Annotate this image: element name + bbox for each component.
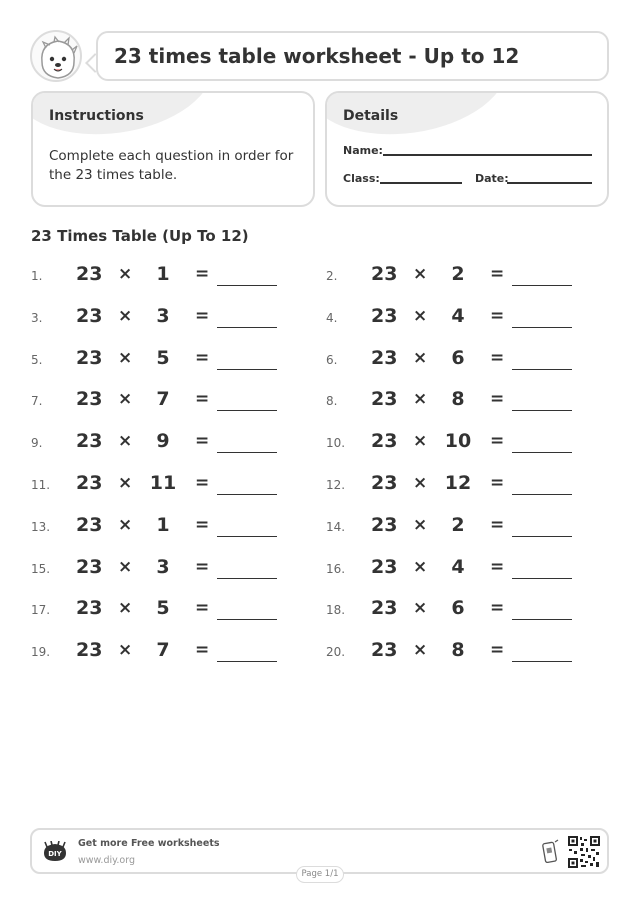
times-sign: ×	[118, 305, 133, 326]
question-number: 6.	[326, 352, 338, 367]
equals-sign: =	[195, 389, 210, 410]
multiplier: 10	[444, 430, 472, 453]
equals-sign: =	[195, 305, 210, 326]
multiplier: 12	[444, 472, 472, 494]
times-sign: ×	[118, 347, 133, 368]
mascot-icon	[30, 30, 82, 82]
answer-blank[interactable]	[512, 452, 572, 453]
times-sign: ×	[118, 640, 133, 661]
question-item	[31, 512, 291, 542]
answer-blank[interactable]	[512, 369, 572, 370]
multiplier: 1	[156, 513, 170, 536]
multiplicand: 23	[371, 263, 398, 285]
details-card	[325, 91, 609, 207]
equals-sign: =	[490, 431, 505, 452]
times-sign: ×	[413, 514, 428, 535]
times-sign: ×	[413, 640, 428, 661]
date-field[interactable]	[507, 182, 592, 184]
multiplier: 5	[156, 597, 170, 620]
question-item	[31, 637, 291, 667]
times-sign: ×	[118, 264, 133, 284]
class-field[interactable]	[380, 182, 462, 184]
times-sign: ×	[413, 347, 428, 368]
equals-sign: =	[490, 514, 505, 535]
answer-blank[interactable]	[217, 619, 277, 620]
question-number: 1.	[31, 269, 43, 283]
date-label: Date:	[475, 172, 509, 185]
diy-logo-icon[interactable]	[42, 841, 68, 863]
question-item	[326, 303, 586, 333]
title-bubble	[96, 31, 609, 81]
equals-sign: =	[490, 473, 505, 493]
answer-blank[interactable]	[217, 536, 277, 537]
equals-sign: =	[490, 640, 505, 661]
multiplicand: 23	[76, 472, 103, 494]
question-item	[326, 595, 586, 625]
times-sign: ×	[118, 556, 133, 577]
question-number: 13.	[31, 519, 51, 534]
multiplicand: 23	[76, 346, 103, 369]
class-label: Class:	[343, 172, 380, 185]
question-item	[326, 428, 586, 458]
multiplier: 6	[451, 597, 465, 620]
footer-promo: Get more Free worksheets	[78, 838, 220, 849]
diy-logo-text: DIY	[48, 850, 62, 858]
answer-blank[interactable]	[512, 327, 572, 328]
multiplicand: 23	[371, 639, 398, 662]
times-sign: ×	[413, 264, 428, 284]
answer-blank[interactable]	[217, 452, 277, 453]
answer-blank[interactable]	[217, 369, 277, 370]
question-number: 16.	[326, 561, 346, 576]
question-number: 3.	[31, 310, 43, 325]
equals-sign: =	[490, 305, 505, 326]
question-item	[31, 345, 291, 375]
multiplicand: 23	[371, 430, 398, 453]
equals-sign: =	[490, 264, 505, 284]
equals-sign: =	[195, 473, 210, 493]
times-sign: ×	[413, 598, 428, 619]
multiplicand: 23	[76, 430, 103, 453]
equals-sign: =	[490, 389, 505, 410]
multiplier: 11	[149, 472, 177, 494]
answer-blank[interactable]	[217, 578, 277, 579]
multiplier: 9	[156, 430, 170, 453]
details-heading: Details	[343, 108, 399, 124]
question-number: 8.	[326, 394, 338, 409]
answer-blank[interactable]	[217, 661, 277, 662]
multiplicand: 23	[76, 513, 103, 536]
multiplicand: 23	[76, 555, 103, 578]
multiplicand: 23	[76, 263, 103, 285]
multiplicand: 23	[76, 639, 103, 662]
question-item	[31, 595, 291, 625]
question-item	[326, 554, 586, 584]
answer-blank[interactable]	[512, 619, 572, 620]
question-item	[31, 261, 291, 291]
multiplier: 3	[156, 555, 170, 578]
times-sign: ×	[413, 473, 428, 493]
question-item	[326, 386, 586, 416]
question-number: 11.	[31, 478, 51, 492]
answer-blank[interactable]	[512, 536, 572, 537]
question-item	[31, 470, 291, 500]
answer-blank[interactable]	[512, 578, 572, 579]
question-number: 4.	[326, 310, 338, 325]
equals-sign: =	[490, 598, 505, 619]
answer-blank[interactable]	[217, 494, 277, 495]
equals-sign: =	[195, 514, 210, 535]
multiplier: 2	[451, 263, 465, 285]
multiplicand: 23	[371, 388, 398, 411]
question-number: 17.	[31, 603, 51, 618]
multiplicand: 23	[371, 513, 398, 536]
multiplier: 1	[156, 263, 170, 285]
qr-code-icon[interactable]	[568, 836, 600, 868]
multiplicand: 23	[371, 346, 398, 369]
equals-sign: =	[195, 431, 210, 452]
times-sign: ×	[413, 305, 428, 326]
answer-blank[interactable]	[512, 285, 572, 286]
footer-url[interactable]: www.diy.org	[78, 855, 135, 866]
question-item	[326, 345, 586, 375]
question-number: 2.	[326, 269, 338, 283]
multiplicand: 23	[76, 304, 103, 327]
multiplier: 2	[451, 513, 465, 536]
question-number: 19.	[31, 645, 51, 660]
answer-blank[interactable]	[217, 327, 277, 328]
question-number: 18.	[326, 603, 346, 618]
question-item	[31, 386, 291, 416]
question-number: 10.	[326, 436, 346, 451]
question-item	[326, 637, 586, 667]
multiplier: 7	[156, 388, 170, 411]
instructions-heading: Instructions	[49, 108, 144, 124]
equals-sign: =	[195, 347, 210, 368]
question-number: 20.	[326, 645, 346, 660]
equals-sign: =	[195, 264, 210, 284]
question-number: 14.	[326, 519, 346, 534]
question-number: 7.	[31, 394, 43, 409]
times-sign: ×	[118, 431, 133, 452]
equals-sign: =	[195, 640, 210, 661]
answer-blank[interactable]	[217, 410, 277, 411]
multiplicand: 23	[371, 597, 398, 620]
multiplicand: 23	[76, 388, 103, 411]
multiplier: 8	[451, 388, 465, 411]
question-item	[31, 428, 291, 458]
equals-sign: =	[490, 347, 505, 368]
times-sign: ×	[413, 431, 428, 452]
instructions-text: Complete each question in order for the 23 times table.	[49, 148, 294, 183]
multiplier: 5	[156, 346, 170, 369]
equals-sign: =	[195, 598, 210, 619]
multiplier: 8	[451, 639, 465, 662]
multiplicand: 23	[371, 472, 398, 494]
multiplier: 6	[451, 346, 465, 369]
question-item	[31, 554, 291, 584]
question-number: 12.	[326, 478, 346, 492]
multiplicand: 23	[76, 597, 103, 620]
times-sign: ×	[118, 389, 133, 410]
page-indicator: Page 1/1	[296, 866, 344, 883]
question-item	[326, 470, 586, 500]
instructions-card	[31, 91, 315, 207]
question-number: 9.	[31, 436, 43, 451]
phone-icon	[542, 839, 560, 865]
equals-sign: =	[490, 556, 505, 577]
answer-blank[interactable]	[512, 494, 572, 495]
times-sign: ×	[413, 389, 428, 410]
section-heading: 23 Times Table (Up To 12)	[31, 227, 249, 245]
multiplicand: 23	[371, 555, 398, 578]
multiplier: 4	[451, 304, 465, 327]
multiplier: 4	[451, 555, 465, 578]
question-item	[326, 512, 586, 542]
times-sign: ×	[118, 514, 133, 535]
question-number: 5.	[31, 352, 43, 367]
times-sign: ×	[118, 598, 133, 619]
times-sign: ×	[118, 473, 133, 493]
multiplier: 7	[156, 639, 170, 662]
times-sign: ×	[413, 556, 428, 577]
answer-blank[interactable]	[512, 661, 572, 662]
answer-blank[interactable]	[217, 285, 277, 286]
question-number: 15.	[31, 561, 51, 576]
page-title: 23 times table worksheet - Up to 12	[114, 44, 520, 68]
multiplier: 3	[156, 304, 170, 327]
answer-blank[interactable]	[512, 410, 572, 411]
name-label: Name:	[343, 144, 383, 157]
question-item	[31, 303, 291, 333]
equals-sign: =	[195, 556, 210, 577]
name-field[interactable]	[383, 154, 592, 156]
question-item	[326, 261, 586, 291]
multiplicand: 23	[371, 304, 398, 327]
